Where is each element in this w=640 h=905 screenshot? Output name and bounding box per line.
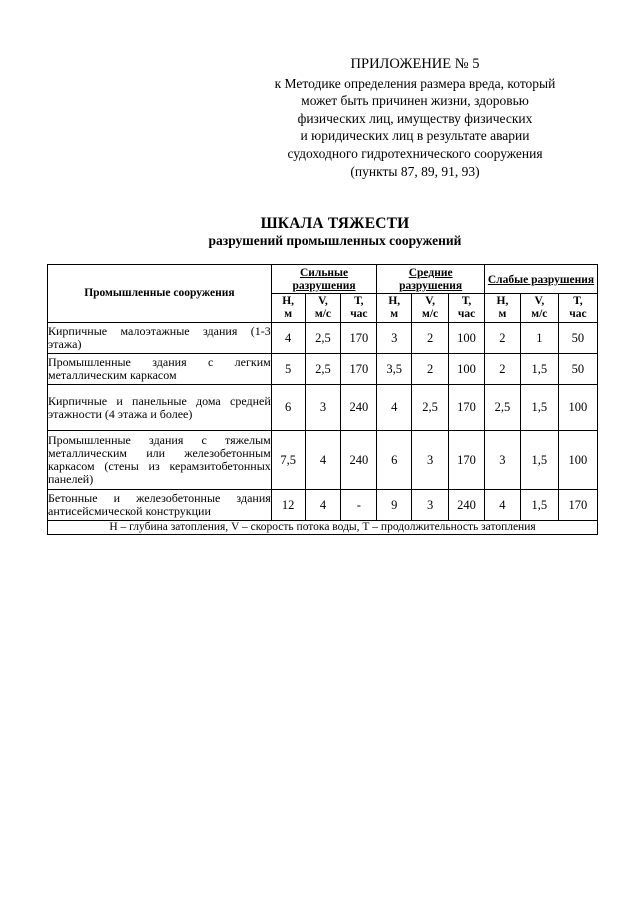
value-cell: 3 <box>412 431 449 490</box>
value-cell: 2,5 <box>305 354 341 385</box>
scale-subtitle: разрушений промышленных сооружений <box>208 233 462 248</box>
appendix-line: и юридических лиц в результате аварии <box>300 128 530 144</box>
value-cell: 100 <box>449 354 485 385</box>
value-cell: 170 <box>558 490 597 521</box>
table-row <box>48 490 598 521</box>
structure-name: Промышленные здания с легким металлическим каркасом <box>48 354 272 385</box>
unit-header: V, м/с <box>412 294 449 323</box>
group-header-strong: Сильные разрушения <box>271 265 377 294</box>
value-cell: 4 <box>484 490 520 521</box>
unit-header: Т, час <box>558 294 597 323</box>
value-cell: 170 <box>449 431 485 490</box>
unit-header: Т, час <box>449 294 485 323</box>
value-cell: 50 <box>558 354 597 385</box>
value-cell: 2 <box>412 323 449 354</box>
appendix-line: (пункты 87, 89, 91, 93) <box>350 163 480 179</box>
unit-header: Н, м <box>377 294 412 323</box>
value-cell: 4 <box>271 323 305 354</box>
value-cell: 3,5 <box>377 354 412 385</box>
value-cell: 6 <box>271 385 305 431</box>
appendix-line: судоходного гидротехнического сооружения <box>287 145 543 161</box>
value-cell: 2,5 <box>484 385 520 431</box>
unit-header: V, м/с <box>305 294 341 323</box>
value-cell: - <box>341 490 377 521</box>
structure-name: Промышленные здания с тяжелым металлическим или железобетонным каркасом (стены из керамзитобетонных панелей) <box>48 431 272 490</box>
value-cell: 1 <box>520 323 558 354</box>
value-cell: 1,5 <box>520 385 558 431</box>
value-cell: 240 <box>341 385 377 431</box>
value-cell: 4 <box>305 490 341 521</box>
col-header-structures: Промышленные сооружения <box>48 265 272 323</box>
table-row <box>48 323 598 354</box>
value-cell: 1,5 <box>520 354 558 385</box>
group-header-medium: Средние разрушения <box>377 265 485 294</box>
value-cell: 100 <box>558 385 597 431</box>
value-cell: 9 <box>377 490 412 521</box>
structure-name: Кирпичные малоэтажные здания (1-3 этажа) <box>48 323 272 354</box>
value-cell: 3 <box>412 490 449 521</box>
value-cell: 170 <box>341 323 377 354</box>
value-cell: 1,5 <box>520 490 558 521</box>
value-cell: 2 <box>412 354 449 385</box>
value-cell: 3 <box>484 431 520 490</box>
value-cell: 5 <box>271 354 305 385</box>
value-cell: 1,5 <box>520 431 558 490</box>
structure-name: Кирпичные и панельные дома средней этажности (4 этажа и более) <box>48 385 272 431</box>
value-cell: 170 <box>341 354 377 385</box>
unit-header: Н, м <box>484 294 520 323</box>
value-cell: 2,5 <box>305 323 341 354</box>
value-cell: 3 <box>305 385 341 431</box>
value-cell: 2 <box>484 354 520 385</box>
unit-header: Т, час <box>341 294 377 323</box>
appendix-title: ПРИЛОЖЕНИЕ № 5 <box>350 56 480 72</box>
appendix-line: физических лиц, имуществу физических <box>297 110 533 126</box>
value-cell: 240 <box>449 490 485 521</box>
table-row <box>48 385 598 431</box>
value-cell: 7,5 <box>271 431 305 490</box>
value-cell: 2 <box>484 323 520 354</box>
table-footnote-row <box>48 521 598 535</box>
value-cell: 4 <box>305 431 341 490</box>
structure-name: Бетонные и железобетонные здания антисейсмической конструкции <box>48 490 272 521</box>
value-cell: 12 <box>271 490 305 521</box>
unit-header: Н, м <box>271 294 305 323</box>
value-cell: 3 <box>377 323 412 354</box>
value-cell: 4 <box>377 385 412 431</box>
value-cell: 50 <box>558 323 597 354</box>
table-footnote: Н – глубина затопления, V – скорость потока воды, Т – продолжительность затопления <box>48 521 598 535</box>
value-cell: 2,5 <box>412 385 449 431</box>
unit-header: V, м/с <box>520 294 558 323</box>
value-cell: 100 <box>558 431 597 490</box>
group-header-weak: Слабые разрушения <box>484 265 597 294</box>
value-cell: 6 <box>377 431 412 490</box>
value-cell: 100 <box>449 323 485 354</box>
table-row <box>48 354 598 385</box>
severity-table <box>47 264 598 535</box>
appendix-line: к Методике определения размера вреда, который <box>274 75 556 91</box>
value-cell: 240 <box>341 431 377 490</box>
table-row <box>48 431 598 490</box>
appendix-header <box>250 56 580 180</box>
appendix-line: может быть причинен жизни, здоровью <box>301 93 529 109</box>
table-header-row <box>48 265 598 294</box>
value-cell: 170 <box>449 385 485 431</box>
scale-title: ШКАЛА ТЯЖЕСТИ <box>260 215 410 232</box>
